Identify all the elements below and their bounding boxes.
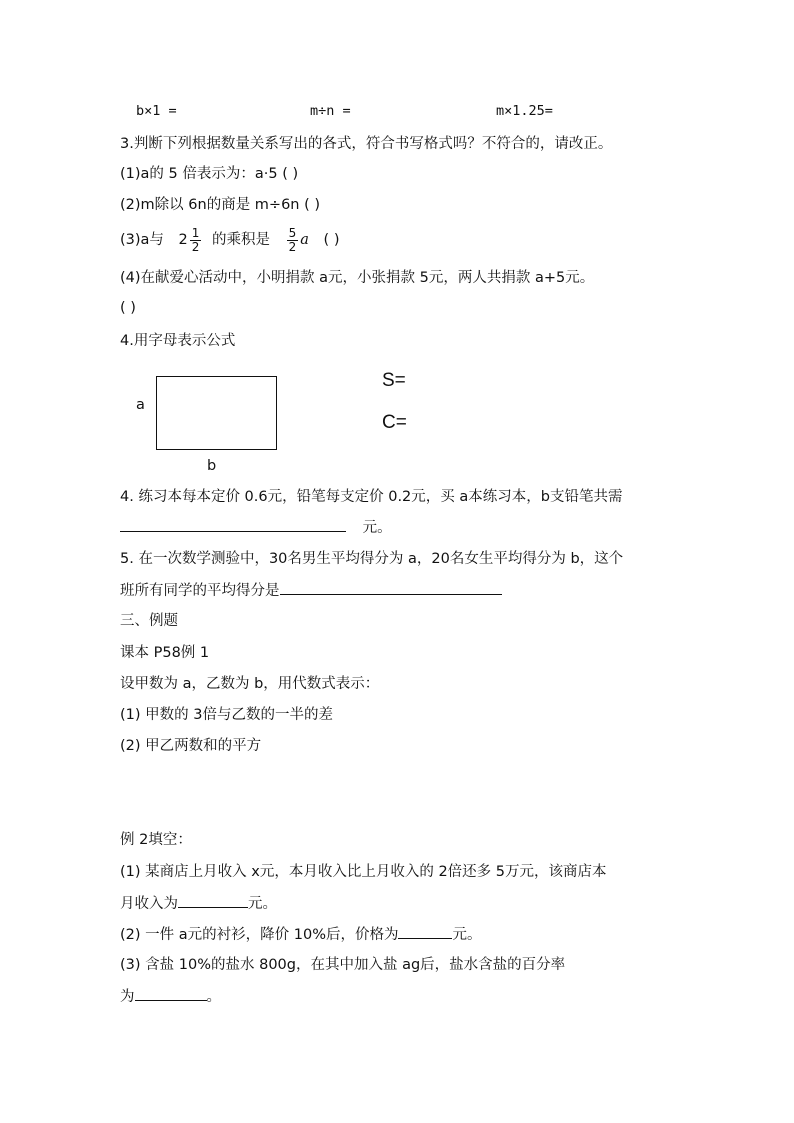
rect-label-b: b (207, 458, 217, 474)
answer-blank (280, 580, 502, 595)
answer-blank (120, 517, 346, 532)
perimeter-formula-c: C= (382, 412, 407, 433)
mixed-fraction (190, 227, 202, 254)
fraction-denominator-2: 2 (288, 239, 297, 254)
ex2-item-1-line-2 (120, 893, 277, 914)
fraction-denominator: 2 (191, 239, 200, 254)
rect-label-a: a (136, 397, 145, 413)
q3-item-3-mid: 的乘积是 (212, 232, 271, 248)
q5-line-1: 5. 在一次数学测验中，30名男生平均得分为 a，20名女生平均得分为 b，这个 (120, 551, 624, 567)
q3-item-4: (4)在献爱心活动中，小明捐款 a元，小张捐款 5元，两人共捐款 a+5元。 (120, 270, 595, 286)
fraction-five-halves (287, 227, 299, 254)
expr-m-times-125: m×1.25= (496, 103, 553, 119)
q3-item-3 (120, 222, 339, 258)
q3-title: 3.判断下列根据数量关系写出的各式，符合书写格式吗？不符合的，请改正。 (120, 136, 613, 152)
q3-item-3-var: a (300, 232, 309, 248)
section-3-item-1: (1) 甲数的 3倍与乙数的一半的差 (120, 707, 333, 723)
ex2-item-1-suffix: 元。 (248, 896, 277, 912)
ex2-title: 例 2填空： (120, 832, 192, 848)
expr-m-div-n: m÷n = (310, 103, 351, 119)
q3-item-2: (2)m除以 6n的商是 m÷6n ( ) (120, 197, 321, 213)
ex2-item-3-line-2 (120, 986, 221, 1007)
ex2-item-1-prefix: 月收入为 (120, 896, 178, 912)
area-formula-s: S= (382, 370, 406, 391)
ex2-item-2-suffix: 元。 (452, 927, 482, 943)
section-3-ref: 课本 P58例 1 (120, 645, 210, 661)
ex2-item-3-line-1: (3) 含盐 10%的盐水 800g，在其中加入盐 ag后，盐水含盐的百分率 (120, 957, 566, 973)
q3-item-3-whole: 2 (178, 232, 188, 248)
ex2-item-1-line-1: (1) 某商店上月收入 x元，本月收入比上月收入的 2倍还多 5万元，该商店本 (120, 864, 607, 880)
q3-item-4-paren: ( ) (120, 300, 136, 316)
q5-line-2-text: 班所有同学的平均得分是 (120, 583, 280, 599)
fraction-numerator-2: 5 (288, 225, 297, 240)
answer-blank (135, 986, 207, 1001)
fraction-numerator: 1 (191, 225, 200, 240)
rectangle-figure (156, 376, 277, 450)
q4-formula-title: 4.用字母表示公式 (120, 333, 236, 349)
q4b-unit: 元。 (362, 520, 392, 536)
ex2-item-2-prefix: (2) 一件 a元的衬衫，降价 10%后，价格为 (120, 927, 399, 943)
ex2-item-3-prefix: 为 (120, 989, 135, 1005)
section-3-title: 三、例题 (120, 613, 178, 629)
expr-b-times-1: b×1 = (136, 103, 177, 119)
q3-item-3-prefix: (3)a与 (120, 232, 164, 248)
answer-blank (398, 924, 452, 939)
q5-line-2 (120, 580, 502, 601)
section-3-item-2: (2) 甲乙两数和的平方 (120, 738, 262, 754)
q4b-line-2 (120, 517, 392, 538)
q3-item-1: (1)a的 5 倍表示为：a·5 ( ) (120, 166, 299, 182)
answer-blank (178, 893, 248, 908)
ex2-item-3-suffix: 。 (206, 989, 221, 1005)
ex2-item-2 (120, 924, 481, 945)
section-3-intro: 设甲数为 a，乙数为 b，用代数式表示： (120, 676, 380, 692)
q3-item-3-paren: ( ) (323, 232, 340, 248)
q4b-line-1: 4. 练习本每本定价 0.6元，铅笔每支定价 0.2元，买 a本练习本，b支铅笔共需 (120, 489, 623, 505)
